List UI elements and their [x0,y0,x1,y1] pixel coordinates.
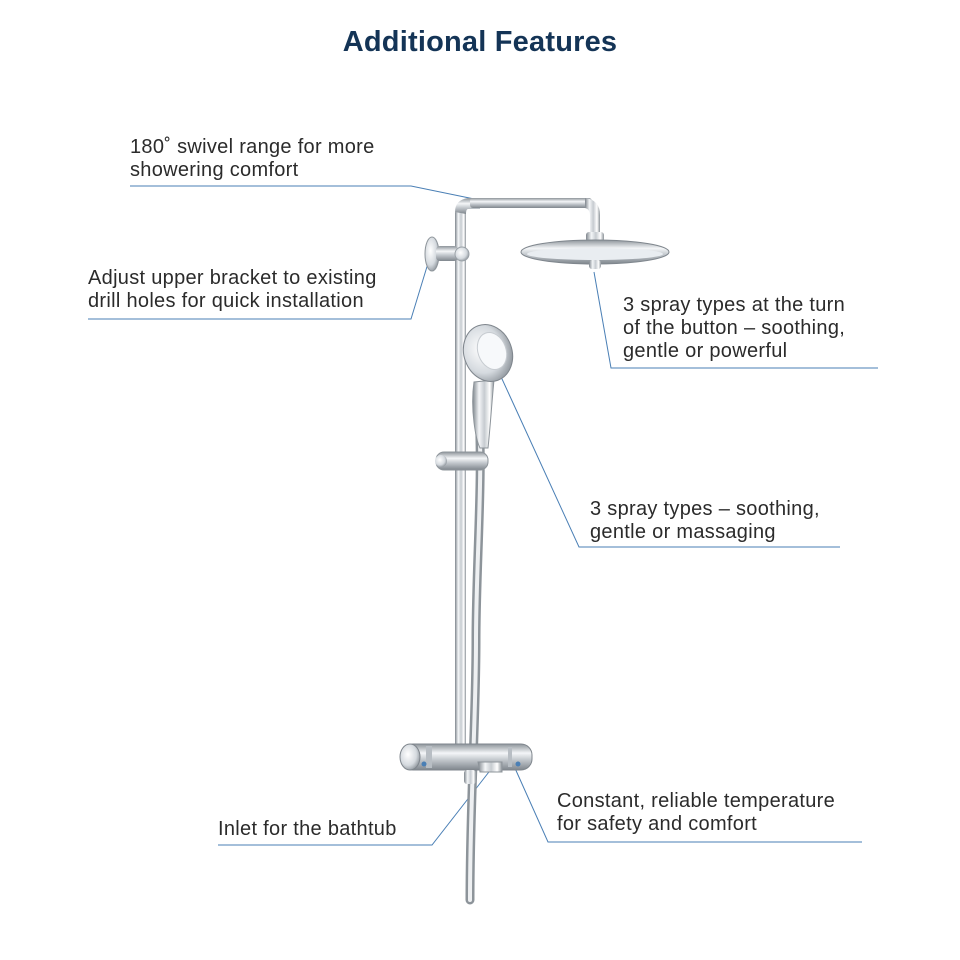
callout-bracket: Adjust upper bracket to existing drill holes for quick installation [88,267,377,312]
thermostat-mixer [400,744,532,772]
hose [470,400,480,900]
leader-temperature [514,766,862,842]
leader-head-spray [594,272,878,368]
shower-arm [470,198,592,208]
leader-swivel [130,186,484,201]
callout-hand-spray: 3 spray types – soothing, gentle or massaging [590,498,820,543]
page-title: Additional Features [342,26,618,58]
callout-head-spray: 3 spray types at the turn of the button – soothing, gentle or powerful [623,294,846,362]
leader-bracket [88,260,429,319]
callout-temperature: Constant, reliable temperature for safety and comfort [557,790,836,835]
leader-hand-spray [497,368,840,547]
slider-holder [435,452,488,470]
hose-connector [464,770,476,784]
riser-pipe [455,210,466,770]
callout-bathtub: Inlet for the bathtub [218,818,397,840]
shower-arm-drop [585,198,600,236]
leader-bathtub [218,768,492,845]
callout-swivel: 180˚ swivel range for more showering comfort [130,136,375,181]
head-shower [521,232,669,269]
